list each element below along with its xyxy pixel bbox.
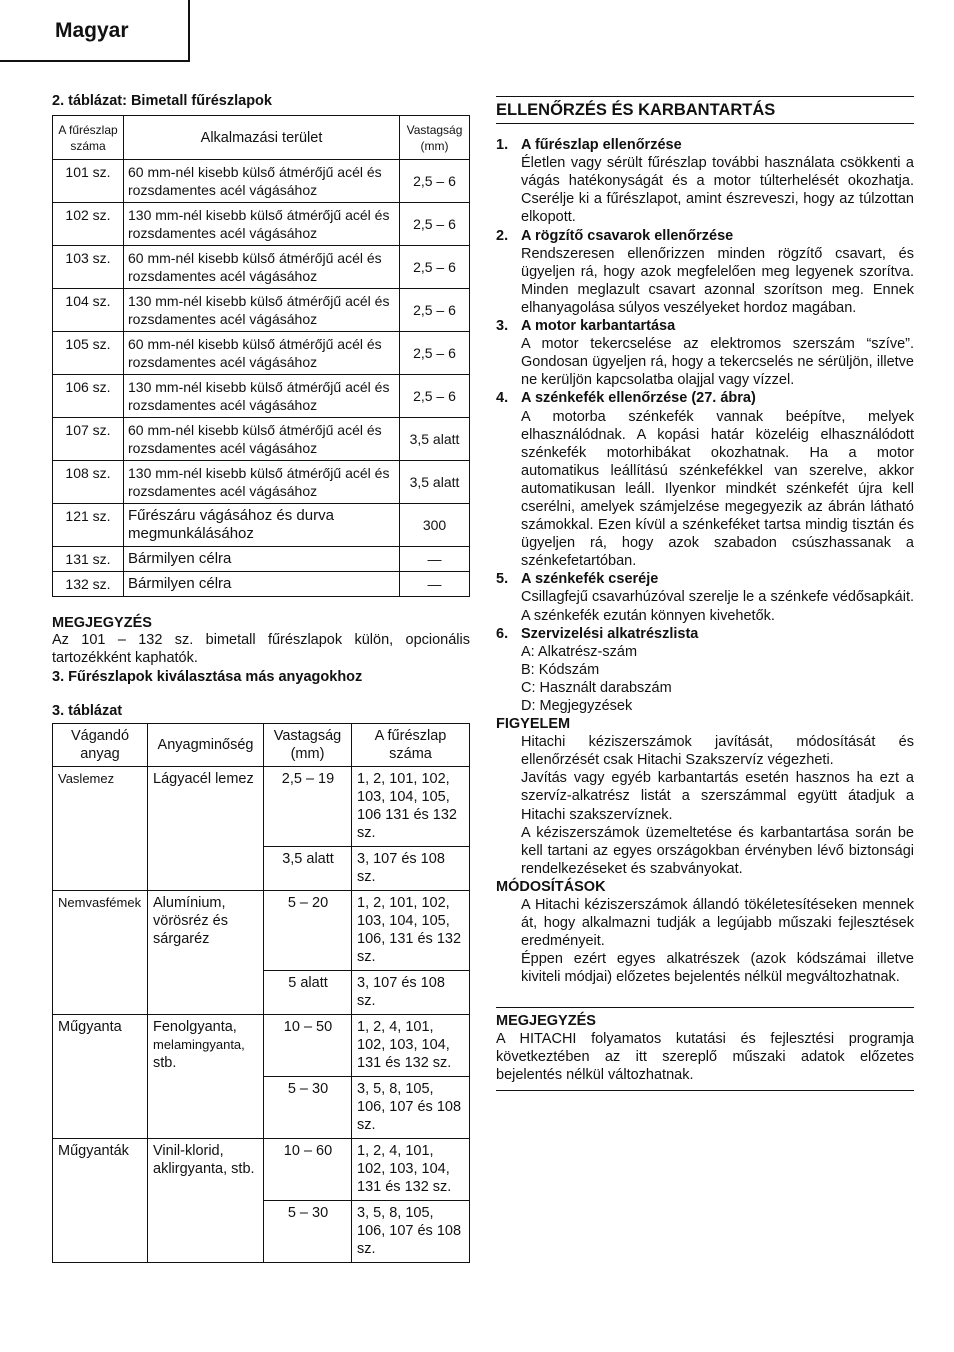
item-heading bbox=[496, 317, 914, 335]
parts-list-entry: A: Alkatrész-szám bbox=[521, 643, 638, 660]
table-row bbox=[53, 289, 470, 332]
table2-header-thickness: Vastagság (mm) bbox=[400, 116, 470, 160]
maintenance-title: ELLENŐRZÉS ÉS KARBANTARTÁS bbox=[496, 97, 914, 124]
blade-numbers: 3, 5, 8, 105, 106, 107 és 108 sz. bbox=[352, 1077, 470, 1139]
warning-heading: FIGYELEM bbox=[496, 716, 571, 733]
blade-no: 108 sz. bbox=[53, 461, 124, 504]
item-title: A szénkefék cseréje bbox=[521, 571, 659, 588]
table-row bbox=[53, 332, 470, 375]
blade-numbers: 3, 107 és 108 sz. bbox=[352, 971, 470, 1015]
application: 130 mm-nél kisebb külső átmérőjű acél és rozsdamentes acél vágásához bbox=[124, 461, 400, 504]
blade-no: 107 sz. bbox=[53, 418, 124, 461]
quality-line: melamingyanta, bbox=[153, 1037, 245, 1052]
thickness: — bbox=[400, 547, 470, 572]
blade-numbers: 1, 2, 4, 101, 102, 103, 104, 131 és 132 sz. bbox=[352, 1139, 470, 1201]
thickness: 2,5 – 6 bbox=[400, 246, 470, 289]
warning-paragraph: Javítás vagy egyéb karbantartás esetén hasznos ha ezt a szervíz-alkatrész listát a szerszámmal együtt átadjuk a Hitachi szakszervíznek. bbox=[521, 770, 914, 823]
left-column bbox=[52, 93, 470, 1263]
application: Bármilyen célra bbox=[124, 572, 400, 597]
item-title: A motor karbantartása bbox=[521, 318, 676, 335]
thickness: 3,5 alatt bbox=[264, 847, 352, 891]
note-text: Az 101 – 132 sz. bimetall fűrészlapok külön, opcionális tartozékként kaphatók. bbox=[52, 632, 470, 666]
item-body: A motorba szénkefék vannak beépítve, melyek elhasználódnak. A kopási határ közeléig elhasználódott szénkefék motorhibákat okozhatnak. Ha a motor automatikus leállítású szénkefékkel van szerelve, akkor automatikusan leáll. Ilyenkor mindkét szénkefét újra kell cserélni, amelyek számjelzése megegyezik az ábrán látható számokkal. Ezen kívül a szénkeféket tartsa mindig tisztán és ügyeljen rá, hogy azok szabadon csúszhassanak a szénkefetartóban. bbox=[521, 408, 914, 570]
list-item bbox=[496, 227, 914, 317]
table-row bbox=[53, 418, 470, 461]
parts-list-entry: C: Használt darabszám bbox=[521, 679, 672, 696]
thickness: 2,5 – 6 bbox=[400, 160, 470, 203]
item-heading bbox=[496, 227, 914, 245]
blade-no: 101 sz. bbox=[53, 160, 124, 203]
table-row bbox=[53, 160, 470, 203]
item-number: 5. bbox=[496, 571, 509, 588]
thickness: 2,5 – 6 bbox=[400, 289, 470, 332]
table-row bbox=[53, 461, 470, 504]
material: Műgyanta bbox=[53, 1015, 148, 1139]
item-title: Szervizelési alkatrészlista bbox=[521, 625, 699, 642]
final-note-text: A HITACHI folyamatos kutatási és fejlesztési programja következtében az itt szereplő műszaki adatok előzetes bejelentés nélkül változhatnak. bbox=[496, 1030, 914, 1083]
item-title: A fűrészlap ellenőrzése bbox=[521, 137, 682, 154]
quality bbox=[148, 1015, 264, 1139]
item-body: A motor tekercselése az elektromos szerszám “szíve”. Gondosan ügyeljen rá, hogy a tekercselés ne sérüljön, illetve ne kerüljön kapcsolatba olajjal vagy vízzel. bbox=[521, 336, 914, 389]
quality: Lágyacél lemez bbox=[148, 767, 264, 891]
item-body: Rendszeresen ellenőrizzen minden rögzítő csavart, és ügyeljen rá, hogy azok megfelelően meg legyenek szorítva. Minden meglazult csavart azonnal szorítson meg. Ennek elhanyagolása súlyos veszélyeket hordoz magában. bbox=[521, 245, 914, 316]
parts-list-entry: D: Megjegyzések bbox=[521, 698, 633, 714]
warning-paragraph: Hitachi kéziszerszámok javítását, módosítását és ellenőrzését csak Hitachi Szakszervíz végezheti. bbox=[521, 734, 914, 769]
item-heading bbox=[496, 389, 914, 407]
warning-paragraph: A kéziszerszámok üzemeltetése és karbantartása során be kell tartani az egyes országokban érvényben lévő biztonsági rendelkezéseket és szabványokat. bbox=[521, 824, 914, 877]
application: Fűrészáru vágásához és durva megmunkálásához bbox=[124, 504, 400, 547]
item-title: A szénkefék ellenőrzése (27. ábra) bbox=[521, 390, 756, 407]
table-row bbox=[53, 767, 470, 847]
blade-numbers: 3, 5, 8, 105, 106, 107 és 108 sz. bbox=[352, 1201, 470, 1263]
table-row bbox=[53, 1139, 470, 1201]
thickness: 3,5 alatt bbox=[400, 418, 470, 461]
quality: Alumínium, vörösréz és sárgaréz bbox=[148, 891, 264, 1015]
materials-table bbox=[52, 723, 470, 1263]
thickness: 2,5 – 6 bbox=[400, 375, 470, 418]
thickness: 2,5 – 6 bbox=[400, 332, 470, 375]
language-label: Magyar bbox=[55, 19, 129, 42]
quality-line: Fenolgyanta, bbox=[153, 1019, 237, 1035]
modifications-paragraph: A Hitachi kéziszerszámok állandó tökéletesítéseken mennek át, hogy alkalmazni tudják a legújabb műszaki fejlesztések eredményeit. bbox=[521, 897, 914, 950]
item-number: 2. bbox=[496, 227, 509, 244]
item-number: 6. bbox=[496, 625, 509, 642]
thickness: 5 alatt bbox=[264, 971, 352, 1015]
item-heading bbox=[496, 136, 914, 154]
parts-list-entry: B: Kódszám bbox=[521, 661, 600, 678]
thickness: 5 – 30 bbox=[264, 1201, 352, 1263]
blade-numbers: 3, 107 és 108 sz. bbox=[352, 847, 470, 891]
thickness: 5 – 30 bbox=[264, 1077, 352, 1139]
final-note bbox=[496, 1007, 914, 1091]
list-item bbox=[496, 570, 914, 624]
section3-heading: 3. Fűrészlapok kiválasztása más anyagokhoz bbox=[52, 669, 363, 685]
table-row bbox=[53, 246, 470, 289]
note-heading: MEGJEGYZÉS bbox=[52, 615, 152, 631]
quality: Vinil-klorid, aklirgyanta, stb. bbox=[148, 1139, 264, 1263]
quality-line: stb. bbox=[153, 1055, 177, 1071]
modifications-paragraph: Éppen ezért egyes alkatrészek (azok kódszámai illetve kiviteli módjai) előzetes bejelentés nélkül megváltozhatnak. bbox=[521, 951, 914, 986]
blade-numbers: 1, 2, 4, 101, 102, 103, 104, 131 és 132 sz. bbox=[352, 1015, 470, 1077]
material: Műgyanták bbox=[53, 1139, 148, 1263]
table2-header-row bbox=[53, 116, 470, 160]
item-body: Életlen vagy sérült fűrészlap további használata csökkenti a vágás hatékonyságát és a motor túlterhelését okozhatja. Cserélje ki a fűrészlapot, amint észreveszi, hogy az túlzottan elkopott. bbox=[521, 155, 914, 226]
table3-header-row bbox=[53, 724, 470, 767]
blade-no: 105 sz. bbox=[53, 332, 124, 375]
table3-caption: 3. táblázat bbox=[52, 703, 123, 719]
thickness: 300 bbox=[400, 504, 470, 547]
list-item bbox=[496, 317, 914, 389]
table-row bbox=[53, 547, 470, 572]
item-heading bbox=[496, 570, 914, 588]
table2-caption: 2. táblázat: Bimetall fűrészlapok bbox=[52, 93, 272, 109]
bimetal-blades-table bbox=[52, 115, 470, 597]
blade-no: 132 sz. bbox=[53, 572, 124, 597]
item-title: A rögzítő csavarok ellenőrzése bbox=[521, 227, 734, 244]
application: 130 mm-nél kisebb külső átmérőjű acél és rozsdamentes acél vágásához bbox=[124, 203, 400, 246]
thickness: 10 – 50 bbox=[264, 1015, 352, 1077]
item-number: 1. bbox=[496, 137, 509, 154]
thickness: — bbox=[400, 572, 470, 597]
modifications-heading: MÓDOSÍTÁSOK bbox=[496, 878, 606, 895]
table3-header-material: Vágandó anyag bbox=[53, 724, 148, 767]
right-column bbox=[496, 96, 914, 1091]
blade-no: 104 sz. bbox=[53, 289, 124, 332]
table3-header-thickness: Vastagság (mm) bbox=[264, 724, 352, 767]
blade-no: 106 sz. bbox=[53, 375, 124, 418]
application: 130 mm-nél kisebb külső átmérőjű acél és rozsdamentes acél vágásához bbox=[124, 289, 400, 332]
list-item bbox=[496, 389, 914, 570]
application: 60 mm-nél kisebb külső átmérőjű acél és rozsdamentes acél vágásához bbox=[124, 160, 400, 203]
table2-header-blade-no: A fűrészlap száma bbox=[53, 116, 124, 160]
application: 60 mm-nél kisebb külső átmérőjű acél és rozsdamentes acél vágásához bbox=[124, 418, 400, 461]
blade-no: 131 sz. bbox=[53, 547, 124, 572]
blade-no: 121 sz. bbox=[53, 504, 124, 547]
application: 60 mm-nél kisebb külső átmérőjű acél és rozsdamentes acél vágásához bbox=[124, 246, 400, 289]
table-row bbox=[53, 375, 470, 418]
list-item bbox=[496, 625, 914, 715]
language-tab bbox=[0, 0, 190, 62]
table3-header-quality: Anyagminőség bbox=[148, 724, 264, 767]
table2-header-application: Alkalmazási terület bbox=[124, 116, 400, 160]
thickness: 3,5 alatt bbox=[400, 461, 470, 504]
application: 130 mm-nél kisebb külső átmérőjű acél és rozsdamentes acél vágásához bbox=[124, 375, 400, 418]
blade-numbers: 1, 2, 101, 102, 103, 104, 105, 106, 131 és 132 sz. bbox=[352, 891, 470, 971]
list-item bbox=[496, 136, 914, 226]
table3-header-blade-no: A fűrészlap száma bbox=[352, 724, 470, 767]
application: 60 mm-nél kisebb külső átmérőjű acél és rozsdamentes acél vágásához bbox=[124, 332, 400, 375]
blade-no: 103 sz. bbox=[53, 246, 124, 289]
item-heading bbox=[496, 625, 914, 643]
application: Bármilyen célra bbox=[124, 547, 400, 572]
blade-no: 102 sz. bbox=[53, 203, 124, 246]
material: Vaslemez bbox=[53, 767, 148, 891]
item-body: Csillagfejű csavarhúzóval szerelje le a szénkefe védősapkáit. A szénkefék ezután könnyen kivehetők. bbox=[521, 589, 914, 624]
table-row bbox=[53, 572, 470, 597]
item-number: 4. bbox=[496, 390, 509, 407]
maintenance-list bbox=[496, 136, 914, 715]
thickness: 10 – 60 bbox=[264, 1139, 352, 1201]
thickness: 5 – 20 bbox=[264, 891, 352, 971]
table-row bbox=[53, 1015, 470, 1077]
thickness: 2,5 – 19 bbox=[264, 767, 352, 847]
table-row bbox=[53, 504, 470, 547]
item-number: 3. bbox=[496, 318, 509, 335]
table-row bbox=[53, 203, 470, 246]
material: Nemvasfémek bbox=[53, 891, 148, 1015]
table-row bbox=[53, 891, 470, 971]
thickness: 2,5 – 6 bbox=[400, 203, 470, 246]
blade-numbers: 1, 2, 101, 102, 103, 104, 105, 106 131 és 132 sz. bbox=[352, 767, 470, 847]
final-note-heading: MEGJEGYZÉS bbox=[496, 1012, 596, 1029]
